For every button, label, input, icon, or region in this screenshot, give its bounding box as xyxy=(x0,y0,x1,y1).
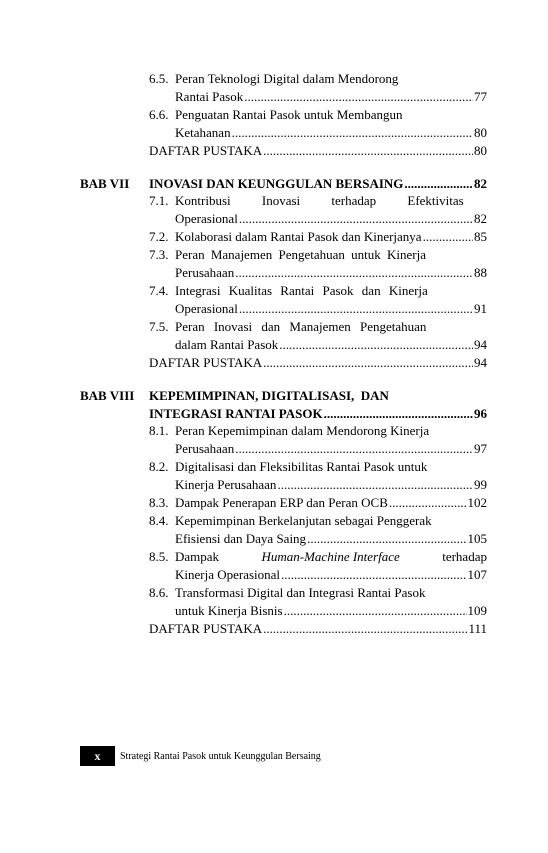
entry-number: 7.4. xyxy=(149,283,169,298)
entry-number: 6.5. xyxy=(149,71,169,86)
chapter-title-line1: KEPEMIMPINAN, DIGITALISASI, DAN xyxy=(149,388,389,403)
entry-title-line1: Penguatan Rantai Pasok untuk Membangun xyxy=(175,107,403,122)
entry-title-line1: Transformasi Digital dan Integrasi Rantai Pasok xyxy=(175,585,426,600)
entry-title-line1: Peran Kepemimpinan dalam Mendorong Kinerja xyxy=(175,423,430,438)
chapter-title: INOVASI DAN KEUNGGULAN BERSAING xyxy=(149,176,404,191)
entry-title-line2: Ketahanan xyxy=(175,125,231,140)
leader-dots xyxy=(423,228,473,246)
entry-page: 109 xyxy=(467,603,487,618)
entry-number: 7.2. xyxy=(149,229,169,244)
entry-number: 8.4. xyxy=(149,513,169,528)
toc-entry-7-4[interactable] xyxy=(149,282,487,318)
leader-dots xyxy=(263,620,467,638)
entry-page: 94 xyxy=(474,355,487,370)
toc-entry-8-4[interactable] xyxy=(149,512,487,548)
chapter-page: 82 xyxy=(474,176,487,191)
toc-entry-7-1[interactable] xyxy=(149,192,487,228)
entry-page: 102 xyxy=(467,495,487,510)
toc-entry-7-2[interactable] xyxy=(149,228,487,246)
toc-entry-7-3[interactable] xyxy=(149,246,487,282)
leader-dots xyxy=(281,566,466,584)
entry-page: 99 xyxy=(474,477,487,492)
entry-page: 105 xyxy=(467,531,487,546)
entry-page: 80 xyxy=(474,143,487,158)
leader-dots xyxy=(263,142,473,160)
entry-title-line2: Perusahaan xyxy=(175,265,235,280)
entry-title: Kolaborasi dalam Rantai Pasok dan Kinerjanya xyxy=(175,229,422,244)
leader-dots xyxy=(284,602,467,620)
toc-entry-bibliography[interactable] xyxy=(149,354,487,372)
entry-title: DAFTAR PUSTAKA xyxy=(149,621,263,636)
entry-number: 8.6. xyxy=(149,585,169,600)
entry-title-line2: Rantai Pasok xyxy=(175,89,244,104)
chapter-label: BAB VII xyxy=(80,176,130,191)
entry-title: DAFTAR PUSTAKA xyxy=(149,143,263,158)
leader-dots xyxy=(277,476,473,494)
entry-title-line1: Kontribusi Inovasi terhadap Efektivitas xyxy=(175,193,464,208)
chapter-label: BAB VIII xyxy=(80,388,135,403)
entry-number: 8.2. xyxy=(149,459,169,474)
entry-title-line2: dalam Rantai Pasok xyxy=(175,337,279,352)
entry-page: 94 xyxy=(474,337,487,352)
entry-title-line1: Kepemimpinan Berkelanjutan sebagai Penggerak xyxy=(175,513,432,528)
entry-title-line1: Integrasi Kualitas Rantai Pasok dan Kinerja xyxy=(175,283,428,298)
entry-page: 77 xyxy=(474,89,487,104)
leader-dots xyxy=(232,124,473,142)
entry-page: 111 xyxy=(468,621,487,636)
entry-page: 80 xyxy=(474,125,487,140)
toc-entry-8-3[interactable] xyxy=(149,494,487,512)
leader-dots xyxy=(244,88,473,106)
entry-title-line2: untuk Kinerja Bisnis xyxy=(175,603,283,618)
toc-entry-8-5[interactable] xyxy=(149,548,487,584)
leader-dots xyxy=(389,494,467,512)
toc-entry-bibliography[interactable] xyxy=(149,142,487,160)
entry-number: 7.1. xyxy=(149,193,169,208)
entry-number: 8.1. xyxy=(149,423,169,438)
entry-title-line1: Peran Inovasi dan Manajemen Pengetahuan xyxy=(175,319,427,334)
entry-number: 8.3. xyxy=(149,495,169,510)
entry-page: 107 xyxy=(467,567,487,582)
entry-title: DAFTAR PUSTAKA xyxy=(149,355,263,370)
toc-entry-7-5[interactable] xyxy=(149,318,487,354)
entry-title-italic: Human-Machine Interface xyxy=(261,549,400,564)
entry-title-line1: Peran Manajemen Pengetahuan untuk Kinerja xyxy=(175,247,426,262)
toc-chapter-vii[interactable] xyxy=(149,175,487,193)
toc-chapter-viii[interactable] xyxy=(149,387,487,423)
entry-title-post: terhadap xyxy=(438,549,487,564)
leader-dots xyxy=(324,405,473,423)
page-number-badge: x xyxy=(80,746,115,766)
entry-title-line2: Operasional xyxy=(175,301,238,316)
entry-title: Dampak Penerapan ERP dan Peran OCB xyxy=(175,495,388,510)
toc-entry-6-5[interactable] xyxy=(149,70,487,106)
entry-title-line2: Operasional xyxy=(175,211,238,226)
running-footer-title: Strategi Rantai Pasok untuk Keunggulan Bersaing xyxy=(120,750,321,762)
chapter-page: 96 xyxy=(474,406,487,421)
toc-entry-8-1[interactable] xyxy=(149,422,487,458)
entry-title-line2: Kinerja Operasional xyxy=(175,567,281,582)
entry-title-pre: Dampak xyxy=(175,549,223,564)
entry-title-line1: Peran Teknologi Digital dalam Mendorong xyxy=(175,71,399,86)
entry-page: 88 xyxy=(474,265,487,280)
toc-entry-8-2[interactable] xyxy=(149,458,487,494)
entry-number: 7.3. xyxy=(149,247,169,262)
entry-number: 7.5. xyxy=(149,319,169,334)
leader-dots xyxy=(263,354,473,372)
entry-number: 8.5. xyxy=(149,549,169,564)
leader-dots xyxy=(307,530,466,548)
entry-page: 85 xyxy=(474,229,487,244)
toc-entry-bibliography[interactable] xyxy=(149,620,487,638)
entry-title-line2: Perusahaan xyxy=(175,441,235,456)
leader-dots xyxy=(279,336,473,354)
entry-title-line2: Efisiensi dan Daya Saing xyxy=(175,531,307,546)
leader-dots xyxy=(239,300,473,318)
page-footer xyxy=(80,746,321,766)
chapter-title-line2: INTEGRASI RANTAI PASOK xyxy=(149,406,323,421)
entry-title-line2: Kinerja Perusahaan xyxy=(175,477,277,492)
toc-entry-8-6[interactable] xyxy=(149,584,487,620)
entry-title-line1: Digitalisasi dan Fleksibilitas Rantai Pasok untuk xyxy=(175,459,428,474)
leader-dots xyxy=(235,264,473,282)
entry-page: 97 xyxy=(474,441,487,456)
entry-page: 82 xyxy=(474,211,487,226)
toc-entry-6-6[interactable] xyxy=(149,106,487,142)
leader-dots xyxy=(239,210,473,228)
entry-page: 91 xyxy=(474,301,487,316)
leader-dots xyxy=(404,175,473,193)
entry-number: 6.6. xyxy=(149,107,169,122)
leader-dots xyxy=(235,440,473,458)
